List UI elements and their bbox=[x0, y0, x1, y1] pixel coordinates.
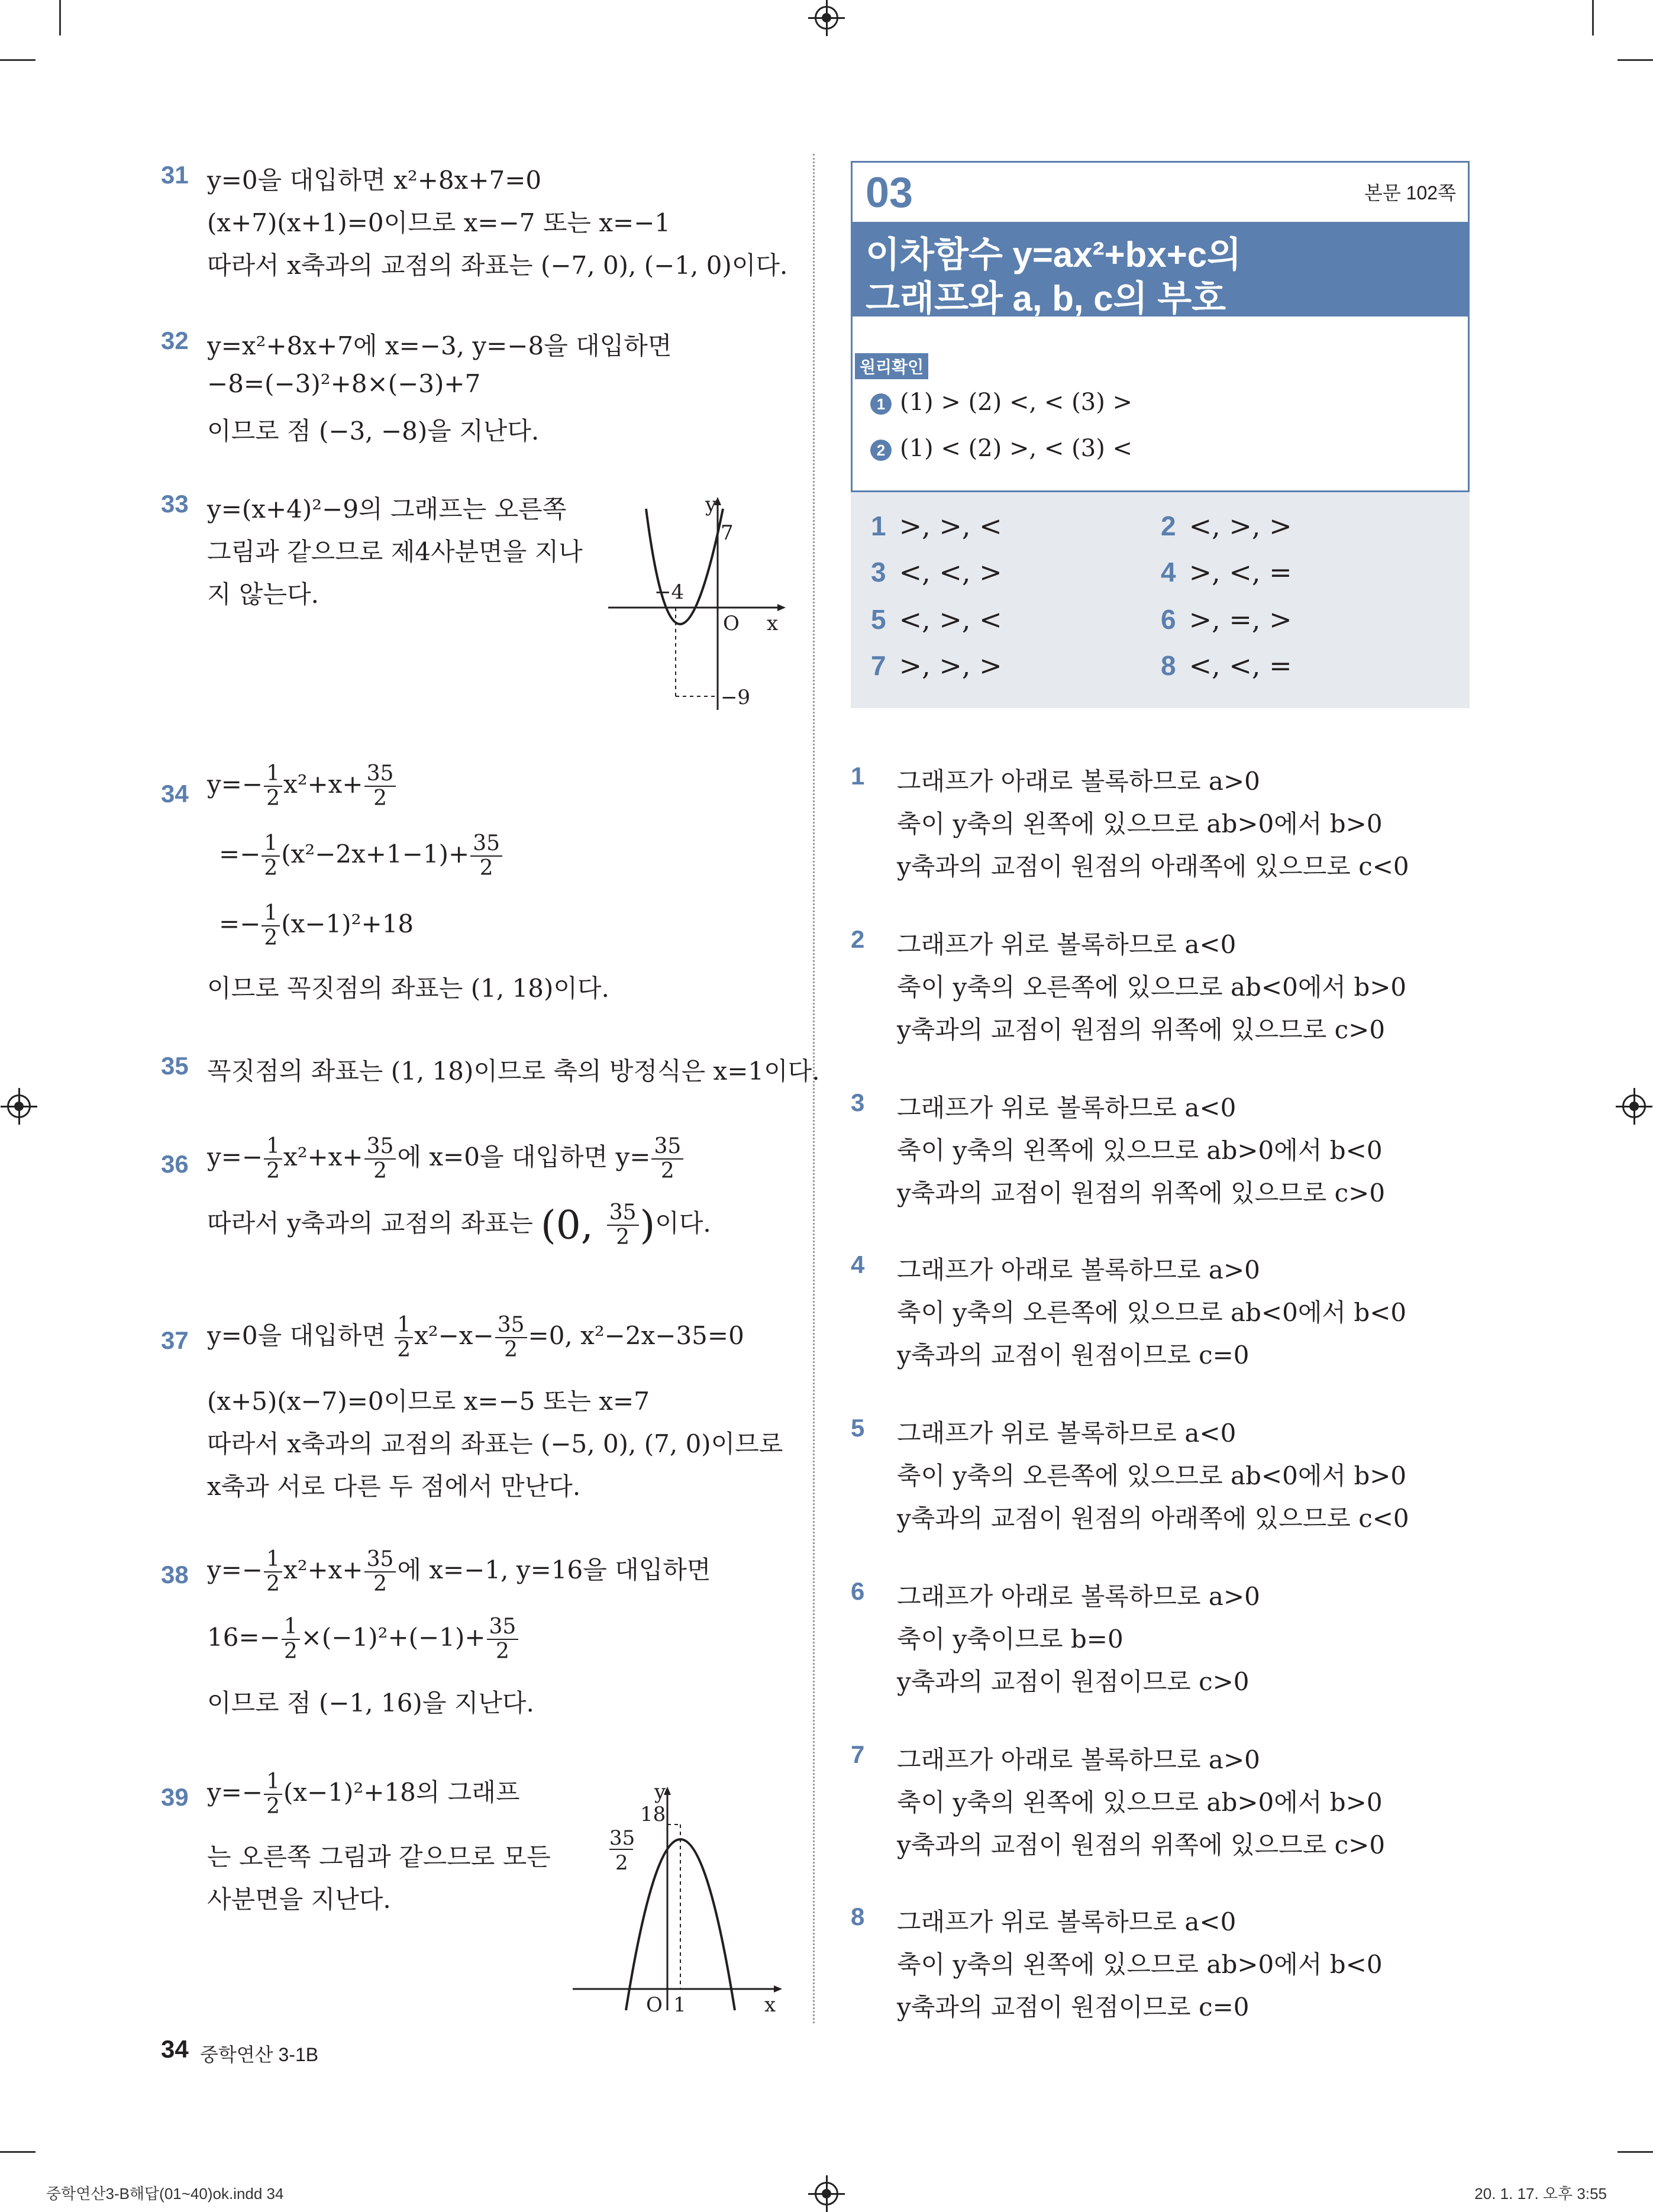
section-title: 그래프와 a, b, c의 부호 bbox=[866, 279, 1226, 318]
solution-line: 이므로 점 (−3, −8)을 지난다. bbox=[207, 416, 540, 445]
solution-line: y축과의 교점이 원점의 아래쪽에 있으므로 c<0 bbox=[897, 852, 1409, 881]
section-title: 이차함수 y=ax²+bx+c의 bbox=[866, 235, 1242, 275]
solution-line: 축이 y축이므로 b=0 bbox=[897, 1625, 1123, 1654]
solution-line: 그래프가 아래로 볼록하므로 a>0 bbox=[897, 1582, 1260, 1611]
fraction: $\frac{1}{2}$ bbox=[264, 1136, 282, 1182]
equation-line bbox=[207, 1549, 711, 1595]
check-badge: 원리확인 bbox=[855, 353, 928, 379]
problem-number: 32 bbox=[161, 327, 189, 354]
equation-line bbox=[207, 1315, 744, 1361]
eq-text: y=− bbox=[207, 770, 263, 799]
book-title: 중학연산 3-1B bbox=[200, 2044, 319, 2065]
solution-line: 그래프가 위로 볼록하므로 a<0 bbox=[897, 1093, 1236, 1122]
solution-line: 그래프가 위로 볼록하므로 a<0 bbox=[897, 1907, 1236, 1936]
solution-line: y축과의 교점이 원점이므로 c=0 bbox=[897, 1993, 1250, 2022]
solution-line: 지 않는다. bbox=[207, 580, 319, 609]
check-item bbox=[870, 435, 1132, 462]
problem-number: 33 bbox=[161, 490, 189, 518]
solution-line: 그래프가 위로 볼록하므로 a<0 bbox=[897, 930, 1236, 959]
solution-line: (x+5)(x−7)=0이므로 x=−5 또는 x=7 bbox=[207, 1387, 650, 1416]
equation-line bbox=[219, 903, 414, 949]
graph-axis-label: x bbox=[764, 1993, 776, 2017]
solution-line: 따라서 x축과의 교점의 좌표는 (−5, 0), (7, 0)이므로 bbox=[207, 1429, 783, 1458]
crop-mark bbox=[0, 2151, 35, 2153]
solution-number: 3 bbox=[851, 1089, 865, 1116]
answer-item: 4 >, <, = bbox=[1161, 556, 1292, 588]
eq-text: (x−1)²+18의 그래프 bbox=[283, 1778, 520, 1807]
solution-line: 축이 y축의 왼쪽에 있으므로 ab>0에서 b>0 bbox=[897, 1788, 1383, 1817]
solution-line: 이므로 점 (−1, 16)을 지난다. bbox=[207, 1688, 534, 1717]
page-number: 34 bbox=[161, 2035, 189, 2063]
fraction: $\frac{1}{2}$ bbox=[264, 1549, 282, 1595]
solution-line: 축이 y축의 오른쪽에 있으므로 ab<0에서 b>0 bbox=[897, 1461, 1407, 1490]
crop-mark bbox=[0, 59, 35, 61]
fraction: $\frac{35}{2}$ bbox=[364, 1549, 396, 1595]
equation-line bbox=[219, 833, 503, 879]
page-reference: 본문 102쪽 bbox=[1364, 182, 1456, 204]
fraction: $\frac{1}{2}$ bbox=[395, 1315, 413, 1361]
answer-item: 5 <, >, < bbox=[871, 603, 1002, 635]
eq-text: y=− bbox=[207, 1555, 263, 1584]
fraction: $\frac{1}{2}$ bbox=[261, 833, 280, 879]
solution-line: 축이 y축의 오른쪽에 있으므로 ab<0에서 b<0 bbox=[897, 1298, 1407, 1327]
fraction: $\frac{1}{2}$ bbox=[282, 1616, 300, 1662]
eq-text: =0, x²−2x−35=0 bbox=[528, 1321, 744, 1350]
eq-text: 에 x=−1, y=16을 대입하면 bbox=[397, 1555, 711, 1584]
answer-grid bbox=[851, 492, 1470, 708]
solution-line: 그래프가 아래로 볼록하므로 a>0 bbox=[897, 1745, 1260, 1774]
answer-item: 7 >, >, > bbox=[871, 650, 1002, 682]
graph-label: −4 bbox=[654, 580, 685, 604]
problem-number: 38 bbox=[161, 1561, 189, 1588]
column-divider bbox=[813, 154, 815, 2023]
graph-axis-label: x bbox=[767, 612, 779, 635]
solution-line: y=0을 대입하면 x²+8x+7=0 bbox=[207, 166, 542, 195]
eq-text: x²+x+ bbox=[283, 1142, 363, 1171]
problem-number: 35 bbox=[161, 1052, 189, 1080]
registration-mark-icon bbox=[815, 2182, 838, 2205]
problem-number: 36 bbox=[161, 1150, 189, 1178]
circled-number-icon: 1 bbox=[870, 393, 892, 415]
graph-origin-label: O bbox=[646, 1993, 663, 2017]
print-slug-timestamp: 20. 1. 17. 오후 3:55 bbox=[1474, 2185, 1607, 2203]
print-slug-filename: 중학연산3-B해답(01~40)ok.indd 34 bbox=[46, 2185, 284, 2203]
equation-line bbox=[207, 1136, 685, 1182]
eq-text: (0, bbox=[541, 1202, 606, 1248]
problem-number: 31 bbox=[161, 161, 189, 189]
circled-number-icon: 2 bbox=[870, 440, 892, 461]
equation-line bbox=[207, 763, 397, 809]
solution-line: 그래프가 위로 볼록하므로 a<0 bbox=[897, 1419, 1236, 1448]
graph-origin-label: O bbox=[723, 612, 740, 635]
title-band bbox=[853, 222, 1468, 317]
solution-line: y축과의 교점이 원점의 아래쪽에 있으므로 c<0 bbox=[897, 1504, 1409, 1533]
graph-axis-label: y bbox=[654, 1780, 666, 1804]
eq-text: 에 x=0을 대입하면 y= bbox=[397, 1142, 651, 1171]
answer-item: 3 <, <, > bbox=[871, 556, 1002, 588]
graph-label: 7 bbox=[721, 521, 734, 545]
equation-line bbox=[207, 1771, 520, 1817]
fraction: $\frac{1}{2}$ bbox=[264, 1771, 282, 1817]
eq-text: x²−x− bbox=[414, 1321, 494, 1350]
eq-text: =− bbox=[219, 839, 261, 868]
solution-line: 그림과 같으므로 제4사분면을 지나 bbox=[207, 537, 583, 566]
solution-line: 그래프가 아래로 볼록하므로 a>0 bbox=[897, 1255, 1260, 1284]
solution-line: 는 오른쪽 그림과 같으므로 모든 bbox=[207, 1842, 551, 1871]
fraction: $\frac{1}{2}$ bbox=[264, 763, 282, 809]
fraction: $\frac{1}{2}$ bbox=[261, 903, 280, 949]
solution-line: x축과 서로 다른 두 점에서 만난다. bbox=[207, 1472, 581, 1501]
crop-mark bbox=[59, 0, 61, 35]
graph-label: 1 bbox=[673, 1993, 686, 2017]
eq-text: y=0을 대입하면 bbox=[207, 1321, 394, 1350]
section-header bbox=[851, 161, 1470, 492]
eq-text: 16=− bbox=[207, 1623, 280, 1652]
fraction: $\frac{35}{2}$ bbox=[607, 1202, 639, 1248]
solution-line: 사분면을 지난다. bbox=[207, 1885, 391, 1914]
solution-number: 5 bbox=[851, 1414, 865, 1442]
section-number: 03 bbox=[866, 169, 913, 217]
solution-number: 8 bbox=[851, 1903, 865, 1930]
answer-item: 6 >, =, > bbox=[1161, 603, 1292, 635]
check-answer: (1) < (2) >, < (3) < bbox=[900, 435, 1133, 462]
graph-label: −9 bbox=[721, 686, 751, 709]
answer-item: 2 <, >, > bbox=[1161, 510, 1292, 542]
solution-line: 축이 y축의 오른쪽에 있으므로 ab<0에서 b>0 bbox=[897, 973, 1407, 1002]
solution-line: 축이 y축의 왼쪽에 있으므로 ab>0에서 b<0 bbox=[897, 1950, 1383, 1979]
graph-axis-label: y bbox=[705, 493, 717, 516]
crop-mark bbox=[1618, 2151, 1653, 2153]
solution-line: (x+7)(x+1)=0이므로 x=−7 또는 x=−1 bbox=[207, 208, 671, 237]
check-answer: (1) > (2) <, < (3) > bbox=[900, 389, 1133, 416]
solution-line: −8=(−3)²+8×(−3)+7 bbox=[207, 369, 481, 398]
solution-line: 축이 y축의 왼쪽에 있으므로 ab>0에서 b<0 bbox=[897, 1136, 1383, 1165]
solution-line: 그래프가 아래로 볼록하므로 a>0 bbox=[897, 767, 1260, 796]
equation-line bbox=[207, 1202, 711, 1248]
eq-text: =− bbox=[219, 909, 261, 938]
solution-line: y=x²+8x+7에 x=−3, y=−8을 대입하면 bbox=[207, 331, 672, 360]
solution-line: y축과의 교점이 원점이므로 c>0 bbox=[897, 1667, 1250, 1696]
solution-line: y축과의 교점이 원점의 위쪽에 있으므로 c>0 bbox=[897, 1015, 1386, 1044]
eq-text: x²+x+ bbox=[283, 770, 363, 799]
crop-mark bbox=[1592, 0, 1594, 35]
solution-line: 꼭짓점의 좌표는 (1, 18)이므로 축의 방정식은 x=1이다. bbox=[207, 1057, 820, 1086]
registration-mark-icon bbox=[7, 1094, 31, 1118]
eq-text: ) bbox=[640, 1202, 656, 1248]
solution-number: 2 bbox=[851, 925, 865, 953]
problem-number: 34 bbox=[161, 780, 189, 808]
solution-line: y축과의 교점이 원점이므로 c=0 bbox=[897, 1341, 1250, 1370]
solution-line: y축과의 교점이 원점의 위쪽에 있으므로 c>0 bbox=[897, 1178, 1386, 1207]
solution-number: 6 bbox=[851, 1577, 865, 1605]
eq-text: x²+x+ bbox=[283, 1555, 363, 1584]
eq-text: (x−1)²+18 bbox=[281, 909, 414, 938]
fraction: $\frac{35}{2}$ bbox=[487, 1616, 519, 1662]
fraction: $\frac{35}{2}$ bbox=[495, 1315, 527, 1361]
solution-line: y=(x+4)²−9의 그래프는 오른쪽 bbox=[207, 495, 567, 524]
graph-label: 18 bbox=[640, 1803, 666, 1826]
solution-line: y축과의 교점이 원점의 위쪽에 있으므로 c>0 bbox=[897, 1830, 1386, 1859]
solution-number: 7 bbox=[851, 1740, 865, 1768]
eq-text: y=− bbox=[207, 1778, 263, 1807]
graph-33 bbox=[598, 491, 793, 716]
solution-line: 따라서 y축과의 교점의 좌표는 bbox=[207, 1209, 533, 1238]
graph-label: 35 bbox=[609, 1826, 635, 1850]
eq-text: ×(−1)²+(−1)+ bbox=[301, 1623, 486, 1652]
registration-mark-icon bbox=[1622, 1094, 1646, 1118]
registration-mark-icon bbox=[815, 6, 838, 30]
graph-label: 2 bbox=[615, 1851, 628, 1875]
problem-number: 39 bbox=[161, 1783, 189, 1811]
solution-line: 따라서 x축과의 교점의 좌표는 (−7, 0), (−1, 0)이다. bbox=[207, 251, 788, 280]
answer-item: 1 >, >, < bbox=[871, 510, 1002, 542]
graph-39 bbox=[568, 1775, 787, 2017]
fraction: $\frac{35}{2}$ bbox=[651, 1136, 683, 1182]
fraction: $\frac{35}{2}$ bbox=[470, 833, 502, 879]
crop-mark bbox=[1618, 59, 1653, 61]
check-item bbox=[870, 389, 1132, 416]
solution-number: 4 bbox=[851, 1251, 865, 1278]
equation-line bbox=[207, 1616, 519, 1662]
problem-number: 37 bbox=[161, 1326, 189, 1354]
eq-text: y=− bbox=[207, 1142, 263, 1171]
fraction: $\frac{35}{2}$ bbox=[364, 1136, 396, 1182]
solution-line: 이므로 꼭짓점의 좌표는 (1, 18)이다. bbox=[207, 974, 609, 1003]
solution-number: 1 bbox=[851, 762, 865, 790]
solution-line: 축이 y축의 왼쪽에 있으므로 ab>0에서 b>0 bbox=[897, 809, 1383, 838]
answer-item: 8 <, <, = bbox=[1161, 650, 1292, 682]
eq-text: (x²−2x+1−1)+ bbox=[281, 839, 470, 868]
eq-text: 이다. bbox=[655, 1209, 711, 1238]
fraction: $\frac{35}{2}$ bbox=[364, 763, 396, 809]
